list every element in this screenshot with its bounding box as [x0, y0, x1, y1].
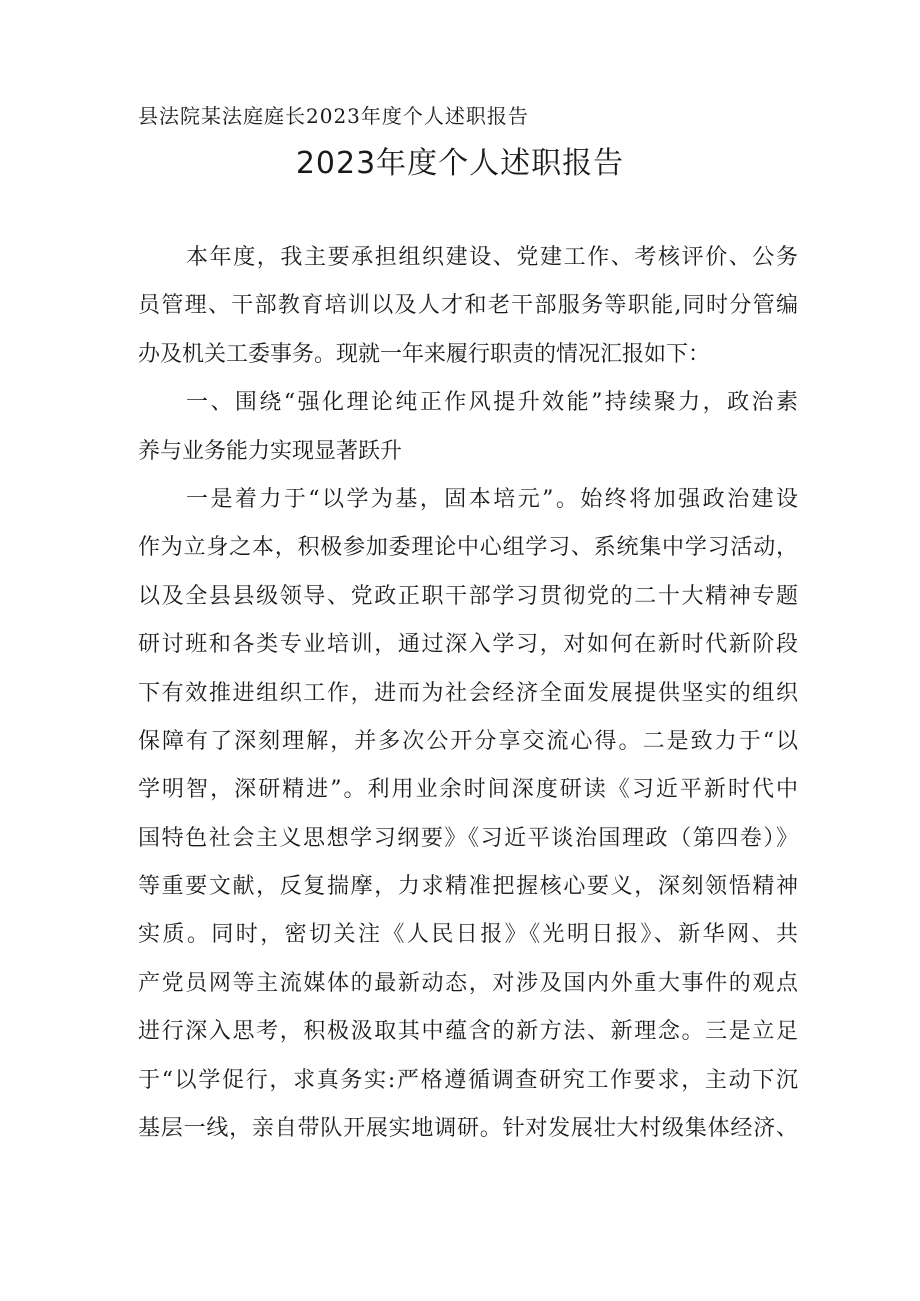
body-line: 一是着力于“以学为基，固本培元”。始终将加强政治建设: [186, 486, 798, 512]
body-line: 以及全县县级领导、党政正职干部学习贯彻党的二十大精神专题: [138, 583, 798, 609]
body-line: 保障有了深刻理解，并多次公开分享交流心得。二是致力于“以: [138, 728, 798, 754]
body-line: 下有效推进组织工作，进而为社会经济全面发展提供坚实的组织: [138, 680, 798, 706]
section-heading-line: 养与业务能力实现显著跃升: [138, 438, 403, 464]
body-line: 员管理、干部教育培训以及人才和老干部服务等职能,同时分管编: [138, 293, 798, 319]
body-line: 作为立身之本，积极参加委理论中心组学习、系统集中学习活动，: [138, 535, 798, 561]
body-line: 进行深入思考，积极汲取其中蕴含的新方法、新理念。三是立足: [138, 1019, 798, 1045]
body-line: 国特色社会主义思想学习纲要》《习近平谈治国理政（第四卷）》: [138, 825, 798, 851]
body-line: 产党员网等主流媒体的最新动态，对涉及国内外重大事件的观点: [138, 970, 798, 996]
body-line: 等重要文献，反复揣摩，力求精准把握核心要义，深刻领悟精神: [138, 874, 798, 900]
body-line: 办及机关工委事务。现就一年来履行职责的情况汇报如下：: [138, 341, 711, 367]
body-line: 基层一线，亲自带队开展实地调研。针对发展壮大村级集体经济、: [138, 1116, 798, 1142]
document-header: 县法院某法庭庭长2023年度个人述职报告: [138, 104, 529, 128]
body-line: 于“以学促行，求真务实:严格遵循调查研究工作要求，主动下沉: [138, 1067, 798, 1093]
body-line: 研讨班和各类专业培训，通过深入学习，对如何在新时代新阶段: [138, 632, 798, 658]
document-title: 2023年度个人述职报告: [295, 146, 625, 181]
body-line: 实质。同时，密切关注《人民日报》《光明日报》、新华网、共: [138, 922, 798, 948]
document-body: [138, 238, 798, 1157]
section-heading-line: 一、围绕“强化理论纯正作风提升效能”持续聚力，政治素: [186, 390, 798, 416]
body-line: 学明智，深研精进”。利用业余时间深度研读《习近平新时代中: [138, 777, 798, 803]
body-line: 本年度，我主要承担组织建设、党建工作、考核评价、公务: [186, 245, 798, 270]
